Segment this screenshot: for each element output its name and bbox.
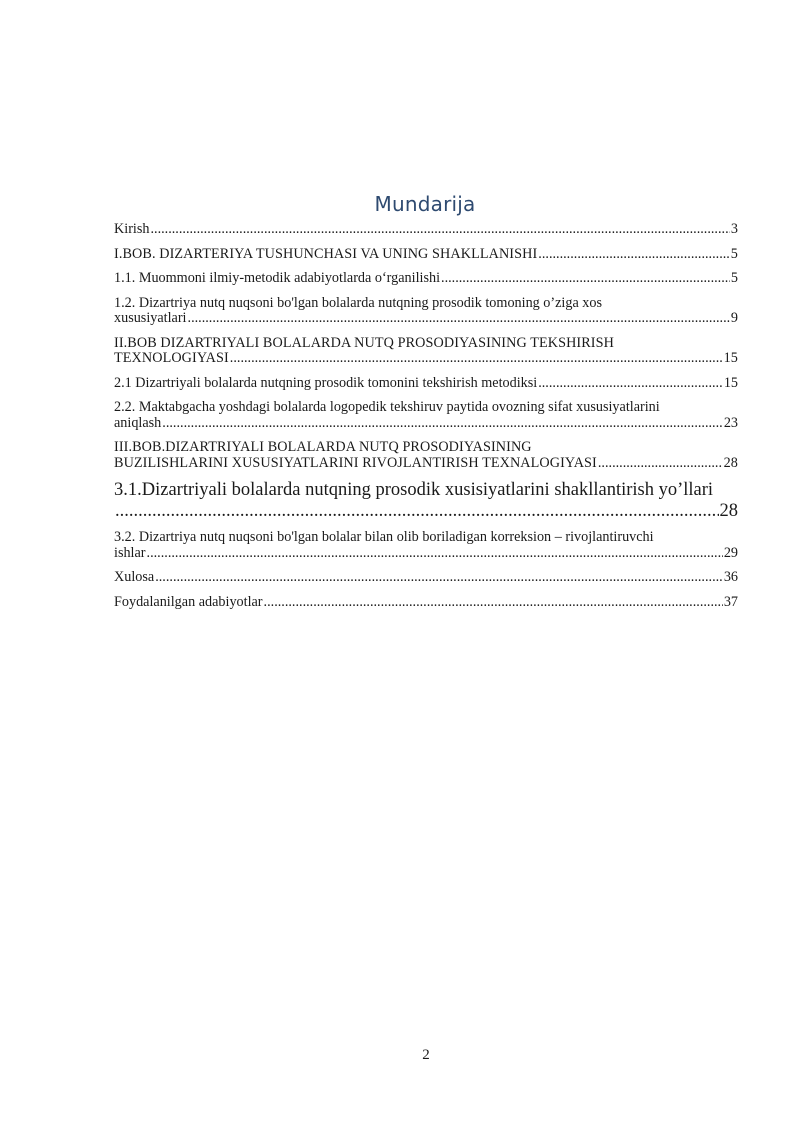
dot-leader bbox=[538, 247, 730, 263]
toc-entry-page: 23 bbox=[723, 414, 738, 431]
toc-entry-page: 36 bbox=[723, 569, 738, 585]
toc-entry-xulosa[interactable] bbox=[114, 570, 738, 586]
toc-entry-page: 9 bbox=[730, 310, 738, 326]
toc-entry-section-3-1[interactable] bbox=[114, 480, 738, 522]
dot-leader bbox=[264, 595, 723, 611]
page-number: 2 bbox=[422, 1047, 430, 1063]
toc-entry-text: aniqlash bbox=[114, 414, 162, 431]
toc-entry-text-line1: 3.1.Dizartriyali bolalarda nutqning prosodik xusisiyatlarini shakllantirish yo’llari bbox=[114, 480, 714, 500]
toc-entry-section-2-2[interactable] bbox=[114, 400, 738, 431]
toc-entry-text-line1: 3.2. Dizartriya nutq nuqsoni bo'lgan bolalar bilan olib boriladigan korreksion – rivojlantiruvchi bbox=[114, 529, 654, 545]
toc-entry-page: 3 bbox=[730, 221, 738, 237]
toc-entry-page: 29 bbox=[723, 544, 738, 561]
table-of-contents bbox=[114, 222, 738, 619]
toc-entry-kirish[interactable] bbox=[114, 222, 738, 238]
dot-leader bbox=[150, 222, 729, 238]
toc-entry-page: 28 bbox=[723, 454, 738, 471]
toc-entry-text: BUZILISHLARINI XUSUSIYATLARINI RIVOJLANTIRISH TEXNALOGIYASI bbox=[114, 454, 597, 471]
dot-leader bbox=[598, 456, 723, 472]
toc-entry-section-1-1[interactable] bbox=[114, 271, 738, 287]
toc-entry-text-line1: III.BOB.DIZARTRIYALI BOLALARDA NUTQ PROSODIYASINING bbox=[114, 439, 532, 455]
toc-entry-text: ishlar bbox=[114, 544, 146, 561]
toc-entry-chapter-1[interactable] bbox=[114, 247, 738, 263]
toc-entry-text: Xulosa bbox=[114, 569, 155, 585]
toc-entry-text: I.BOB. DIZARTERIYA TUSHUNCHASI VA UNING SHAKLLANISHI bbox=[114, 245, 538, 262]
toc-entry-text: TEXNOLOGIYASI bbox=[114, 350, 229, 366]
toc-entry-chapter-3[interactable] bbox=[114, 440, 738, 471]
dot-leader bbox=[155, 570, 723, 586]
toc-entry-text: xususiyatlari bbox=[114, 310, 187, 326]
toc-entry-section-2-1[interactable] bbox=[114, 376, 738, 392]
toc-entry-page: 37 bbox=[723, 593, 738, 610]
toc-entry-section-1-2[interactable] bbox=[114, 296, 738, 327]
toc-entry-text: 2.1 Dizartriyali bolalarda nutqning prosodik tomonini tekshirish metodiksi bbox=[114, 374, 538, 391]
toc-entry-text-line1: II.BOB DIZARTRIYALI BOLALARDA NUTQ PROSODIYASINING TEKSHIRISH bbox=[114, 334, 614, 351]
toc-entry-text: Foydalanilgan adabiyotlar bbox=[114, 593, 263, 610]
toc-entry-text: 1.1. Muommoni ilmiy-metodik adabiyotlarda o‘rganilishi bbox=[114, 270, 441, 286]
toc-entry-page: 5 bbox=[730, 245, 738, 262]
dot-leader bbox=[162, 416, 723, 432]
toc-entry-text: Kirish bbox=[114, 221, 150, 237]
toc-entry-section-3-2[interactable] bbox=[114, 530, 738, 561]
toc-entry-page: 28 bbox=[719, 501, 738, 521]
toc-entry-text-line1: 2.2. Maktabgacha yoshdagi bolalarda logopedik tekshiruv paytida ovozning sifat xususiyatlarini bbox=[114, 399, 660, 415]
toc-title: Mundarija bbox=[374, 192, 476, 216]
dot-leader bbox=[147, 546, 723, 562]
dot-leader bbox=[441, 271, 730, 287]
toc-entry-page: 5 bbox=[730, 270, 738, 286]
toc-entry-text-line1: 1.2. Dizartriya nutq nuqsoni bo'lgan bolalarda nutqning prosodik tomoning o’ziga xos bbox=[114, 294, 603, 311]
dot-leader bbox=[230, 351, 723, 367]
toc-entry-page: 15 bbox=[723, 374, 738, 391]
toc-entry-chapter-2[interactable] bbox=[114, 336, 738, 367]
dot-leader bbox=[538, 376, 723, 392]
dot-leader bbox=[188, 311, 730, 327]
toc-entry-references[interactable] bbox=[114, 595, 738, 611]
toc-entry-page: 15 bbox=[723, 350, 738, 366]
dot-leader bbox=[115, 501, 719, 522]
